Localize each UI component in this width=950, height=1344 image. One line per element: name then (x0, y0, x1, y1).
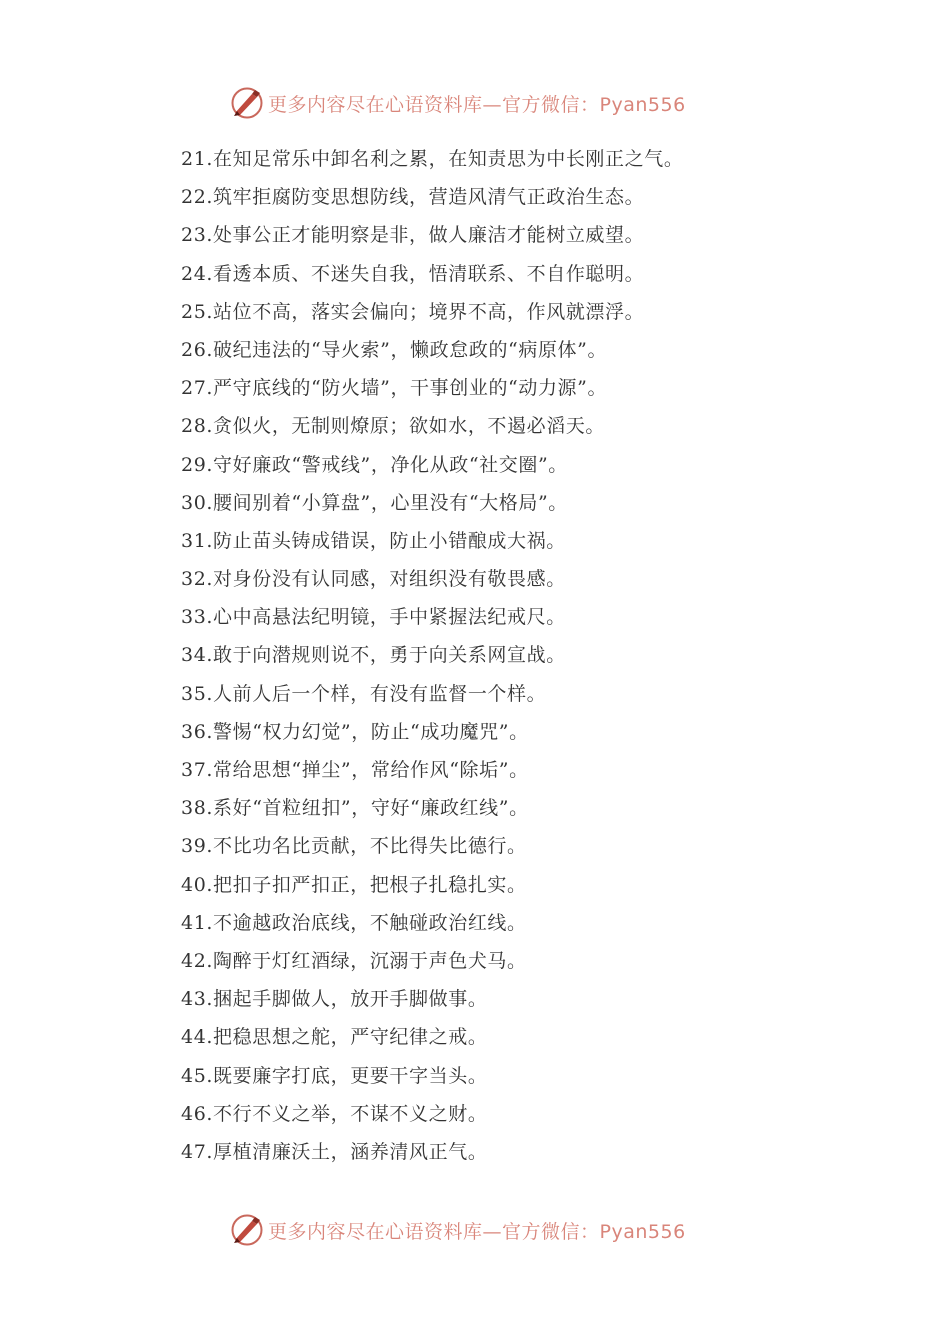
list-item: 43.捆起手脚做人，放开手脚做事。 (181, 988, 488, 1011)
list-item: 27.严守底线的“防火墙”，干事创业的“动力源”。 (181, 377, 608, 400)
slogan-list (181, 140, 881, 1171)
pen-logo-icon (230, 86, 264, 120)
list-item: 36.警惕“权力幻觉”，防止“成功魔咒”。 (181, 720, 529, 743)
list-item: 25.站位不高，落实会偏向；境界不高，作风就漂浮。 (181, 300, 645, 323)
list-item: 34.敢于向潜规则说不，勇于向关系网宣战。 (181, 644, 566, 667)
list-item: 42.陶醉于灯红酒绿，沉溺于声色犬马。 (181, 949, 527, 972)
wechat-account: Pyan556 (599, 1220, 686, 1243)
list-item: 32.对身份没有认同感，对组织没有敬畏感。 (181, 568, 566, 591)
list-item: 41.不逾越政治底线，不触碰政治红线。 (181, 911, 527, 934)
wechat-account: Pyan556 (599, 93, 686, 116)
list-item: 30.腰间别着“小算盘”，心里没有“大格局”。 (181, 491, 568, 514)
list-item: 35.人前人后一个样，有没有监督一个样。 (181, 682, 547, 705)
list-item: 23.处事公正才能明察是非，做人廉洁才能树立威望。 (181, 224, 645, 247)
list-item: 45.既要廉字打底，更要干字当头。 (181, 1064, 488, 1087)
footer-banner (230, 1213, 686, 1247)
list-item: 47.厚植清廉沃土，涵养清风正气。 (181, 1140, 488, 1163)
list-item: 37.常给思想“掸尘”，常给作风“除垢”。 (181, 759, 529, 781)
list-item: 44.把稳思想之舵，严守纪律之戒。 (181, 1026, 488, 1049)
list-item: 31.防止苗头铸成错误，防止小错酿成大祸。 (181, 529, 566, 552)
list-item: 40.把扣子扣严扣正，把根子扎稳扎实。 (181, 873, 527, 896)
list-item: 28.贪似火，无制则燎原；欲如水，不遏必滔天。 (181, 415, 606, 438)
list-item: 46.不行不义之举，不谋不义之财。 (181, 1102, 488, 1125)
header-banner (230, 86, 686, 120)
list-item: 26.破纪违法的“导火索”，懒政怠政的“病原体”。 (181, 338, 608, 361)
banner-label: 更多内容尽在心语资料库—官方微信：Pyan556 (268, 93, 686, 116)
list-item: 39.不比功名比贡献，不比得失比德行。 (181, 835, 527, 858)
pen-logo-icon (230, 1213, 264, 1247)
banner-label: 更多内容尽在心语资料库—官方微信：Pyan556 (268, 1220, 686, 1243)
list-item: 22.筑牢拒腐防变思想防线，营造风清气正政治生态。 (181, 186, 645, 209)
list-item: 33.心中高悬法纪明镜，手中紧握法纪戒尺。 (181, 606, 566, 629)
list-item: 38.系好“首粒纽扣”，守好“廉政红线”。 (181, 797, 529, 820)
list-item: 21.在知足常乐中卸名利之累，在知责思为中长刚正之气。 (181, 148, 684, 170)
list-item: 29.守好廉政“警戒线”，净化从政“社交圈”。 (181, 453, 568, 476)
list-item: 24.看透本质、不迷失自我，悟清联系、不自作聪明。 (181, 262, 645, 285)
